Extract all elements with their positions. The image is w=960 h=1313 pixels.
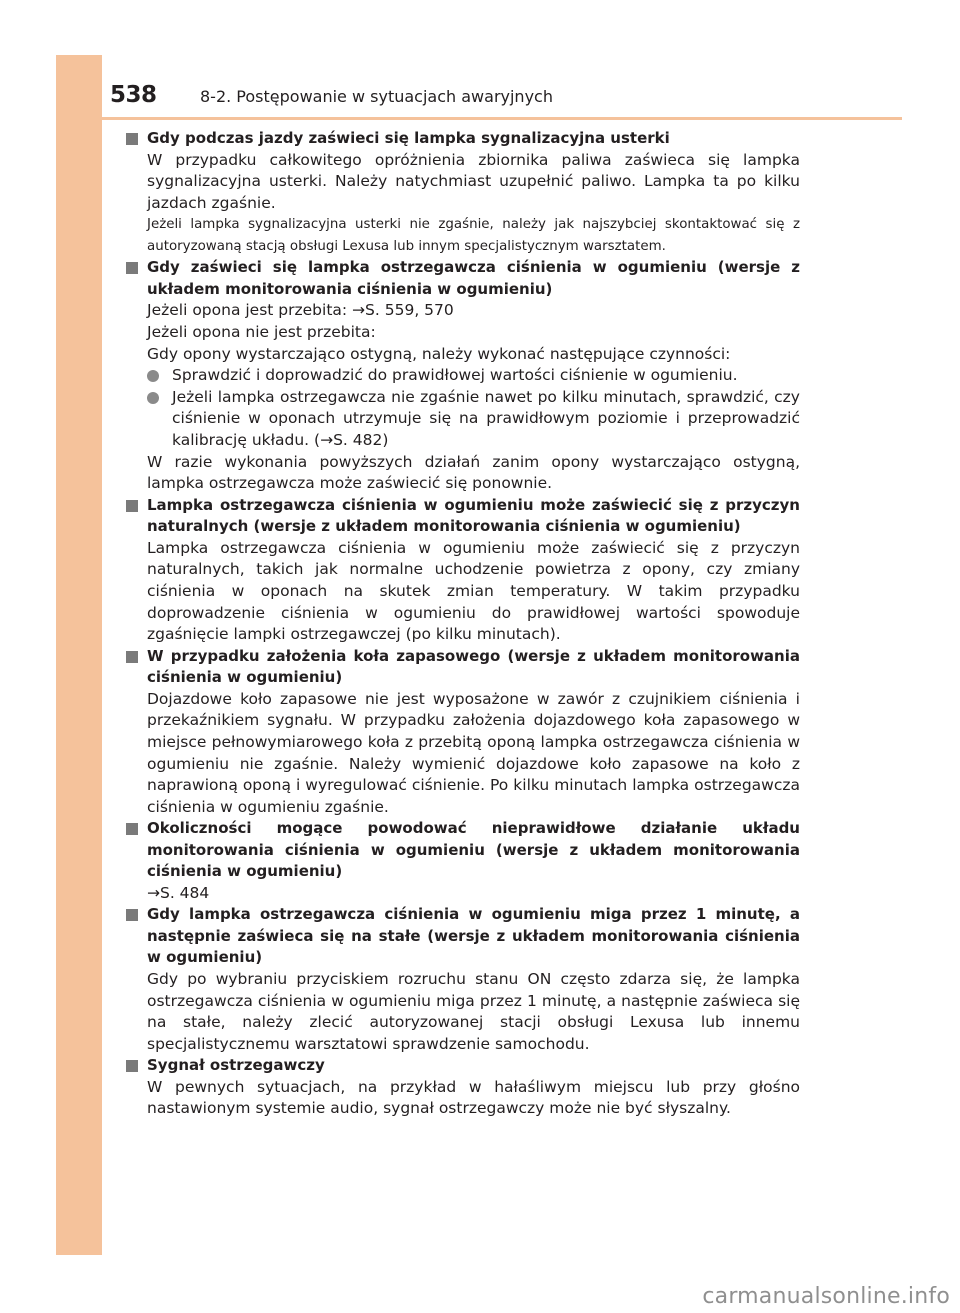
round-bullet-icon [147, 370, 159, 382]
paragraph: W przypadku całkowitego opróżnienia zbiornika paliwa zaświeca się lampka sygnalizacyjna usterki. Należy natychmiast uzupełnić paliwo. Lampka ta po kilku jazdach zgaśnie. [147, 150, 800, 212]
round-bullet-icon [147, 392, 159, 404]
side-color-band [56, 55, 102, 1255]
section-blinking-light [126, 904, 800, 1055]
section-malfunction-circumstances [126, 818, 800, 904]
section-title: W przypadku założenia koła zapasowego (wersje z układem monitorowania ciśnienia w ogumieniu) [126, 646, 800, 689]
section-title: Okoliczności mogące powodować nieprawidłowe działanie układu monitorowania ciśnienia w ogumieniu (wersje z układem monitorowania ciśnienia w ogumieniu) [126, 818, 800, 883]
list-item: Jeżeli lampka ostrzegawcza nie zgaśnie nawet po kilku minutach, sprawdzić, czy ciśnienie w oponach utrzymuje się na prawidłowym poziomie i przeprowadzić kalibrację układu. (→S. 482) [126, 387, 800, 452]
page-content [126, 128, 800, 1120]
section-title: Sygnał ostrzegawczy [126, 1055, 800, 1077]
header-divider [102, 117, 902, 120]
square-bullet-icon [126, 1060, 138, 1072]
paragraph: Lampka ostrzegawcza ciśnienia w ogumieniu może zaświecić się z przyczyn naturalnych, takich jak normalne uchodzenie powietrza z opony, czy zmiany ciśnienia w oponach na skutek zmian temperatury. W takim przypadku doprowadzenie ciśnienia w ogumieniu do prawidłowej wartości spowoduje zgaśnięcie lampki ostrzegawczej (po kilku minutach). [147, 538, 800, 644]
square-bullet-icon [126, 133, 138, 145]
page-number: 538 [110, 82, 157, 108]
list-item: Sprawdzić i doprowadzić do prawidłowej wartości ciśnienie w ogumieniu. [126, 365, 800, 387]
paragraph: Gdy opony wystarczająco ostygną, należy wykonać następujące czynności: [147, 344, 731, 363]
page-reference: →S. 484 [147, 883, 210, 902]
square-bullet-icon [126, 500, 138, 512]
section-title: Gdy zaświeci się lampka ostrzegawcza ciśnienia w ogumieniu (wersje z układem monitorowania ciśnienia w ogumieniu) [126, 257, 800, 300]
square-bullet-icon [126, 651, 138, 663]
paragraph: W pewnych sytuacjach, na przykład w hałaśliwym miejscu lub przy głośno nastawionym systemie audio, sygnał ostrzegawczy może nie być słyszalny. [147, 1077, 800, 1118]
section-title: Gdy podczas jazdy zaświeci się lampka sygnalizacyjna usterki [126, 128, 800, 150]
chapter-title: 8-2. Postępowanie w sytuacjach awaryjnych [200, 87, 553, 106]
section-natural-causes [126, 495, 800, 646]
section-malfunction-light [126, 128, 800, 257]
paragraph: Jeżeli opona nie jest przebita: [147, 323, 376, 342]
paragraph: Dojazdowe koło zapasowe nie jest wyposażone w zawór z czujnikiem ciśnienia i przekaźnikiem sygnału. W przypadku założenia dojazdowego koła zapasowego w miejsce pełnowymiarowego koła z przebitą oponą lampka ostrzegawcza ciśnienia w ogumieniu nie zgaśnie. Należy wymienić dojazdowe koło zapasowe na koło z naprawioną oponą i wyregulować ciśnienie. Po kilku minutach lampka ostrzegawcza ciśnienia w ogumieniu zgaśnie. [147, 689, 800, 816]
paragraph: Jeżeli lampka sygnalizacyjna usterki nie zgaśnie, należy jak najszybciej skontaktować się z autoryzowaną stacją obsługi Lexusa lub innym specjalistycznym warsztatem. [147, 217, 800, 254]
page-header [102, 55, 902, 117]
paragraph: W razie wykonania powyższych działań zanim opony wystarczająco ostygną, lampka ostrzegawcza może zaświecić się ponownie. [147, 452, 800, 493]
paragraph: Gdy po wybraniu przyciskiem rozruchu stanu ON często zdarza się, że lampka ostrzegawcza ciśnienia w ogumieniu miga przez 1 minutę, a następnie zaświeca się na stałe, należy zlecić autoryzowanej stacji obsługi Lexusa lub innemu specjalistycznemu warsztatowi sprawdzenie samochodu. [147, 969, 800, 1053]
square-bullet-icon [126, 909, 138, 921]
square-bullet-icon [126, 262, 138, 274]
section-spare-wheel [126, 646, 800, 819]
section-title: Gdy lampka ostrzegawcza ciśnienia w ogumieniu miga przez 1 minutę, a następnie zaświeca się na stałe (wersje z układem monitorowania ciśnienia w ogumieniu) [126, 904, 800, 969]
section-tire-pressure-warning [126, 257, 800, 494]
watermark: carmanualsonline.info [702, 1284, 950, 1309]
section-title: Lampka ostrzegawcza ciśnienia w ogumieniu może zaświecić się z przyczyn naturalnych (wersje z układem monitorowania ciśnienia w ogumieniu) [126, 495, 800, 538]
paragraph: Jeżeli opona jest przebita: →S. 559, 570 [147, 301, 454, 320]
square-bullet-icon [126, 823, 138, 835]
section-warning-buzzer [126, 1055, 800, 1120]
